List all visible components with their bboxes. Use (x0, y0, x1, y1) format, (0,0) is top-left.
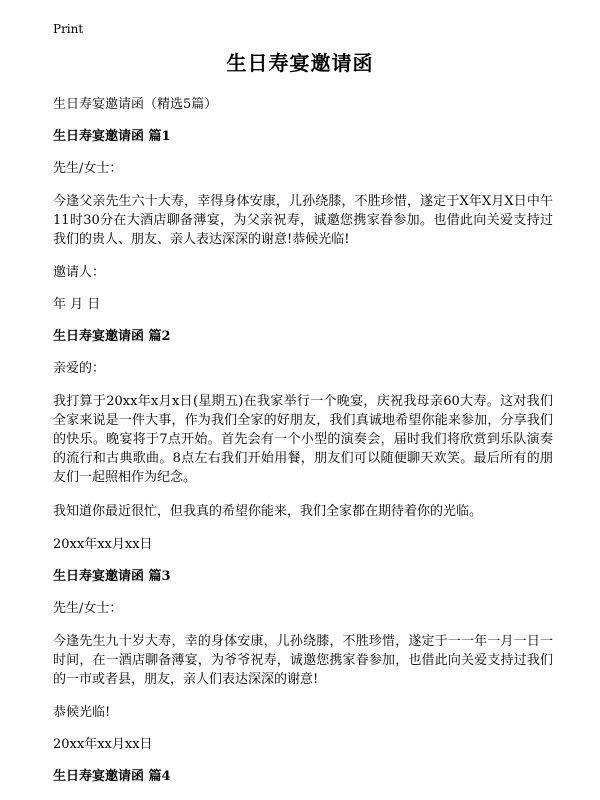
section-3-date: 20xx年xx月xx日 (53, 737, 153, 752)
section-2-greeting: 亲爱的： (53, 361, 106, 376)
section-heading-4: 生日寿宴邀请函 篇4 (53, 769, 171, 784)
section-heading-2: 生日寿宴邀请函 篇2 (53, 329, 171, 344)
section-1-body: 今逢父亲先生六十大寿，幸得身体安康，儿孙绕膝，不胜珍惜，遂定于X年X月X日中午11时30分在大酒店聊备薄宴，为父亲祝寿，诚邀您携家眷参加。也借此向关爱支持过我们的贵人、朋友、亲人表达深深的谢意!恭候光临! (53, 194, 553, 247)
print-link[interactable]: Print (53, 22, 84, 36)
section-heading-3: 生日寿宴邀请函 篇3 (53, 569, 171, 584)
document-body (53, 96, 553, 800)
section-2-body: 我打算于20xx年x月x日(星期五)在我家举行一个晚宴，庆祝我母亲60大寿。这对我们全家来说是一件大事，作为我们全家的好朋友，我们真诚地希望你能来参加，分享我们的快乐。晚宴将于7点开始。首先会有一个小型的演奏会，届时我们将欣赏到乐队演奏的流行和古典歌曲。8点左右我们开始用餐，朋友们可以随便聊天欢笑。最后所有的朋友们一起照相作为纪念。 (53, 394, 553, 485)
document-subtitle: 生日寿宴邀请函（精选5篇） (53, 97, 218, 112)
section-1-inviter: 邀请人： (53, 265, 106, 280)
section-heading-1: 生日寿宴邀请函 篇1 (53, 129, 171, 144)
section-2-date: 20xx年xx月xx日 (53, 537, 153, 552)
section-3-body: 今逢先生九十岁大寿，幸的身体安康，儿孙绕膝，不胜珍惜，遂定于一一年一月一日一时间，在一酒店聊备薄宴，为爷爷祝寿，诚邀您携家眷参加，也借此向关爱支持过我们的一市或者县，朋友，亲人们表达深深的谢意! (53, 634, 553, 687)
section-3-closing: 恭候光临! (53, 705, 111, 720)
section-1-greeting: 先生/女士： (53, 161, 123, 176)
section-2-body-2: 我知道你最近很忙，但我真的希望你能来，我们全家都在期待着你的光临。 (53, 504, 483, 519)
section-3-greeting: 先生/女士： (53, 601, 123, 616)
section-1-date: 年 月 日 (53, 297, 101, 312)
page-title: 生日寿宴邀请函 (226, 51, 374, 75)
